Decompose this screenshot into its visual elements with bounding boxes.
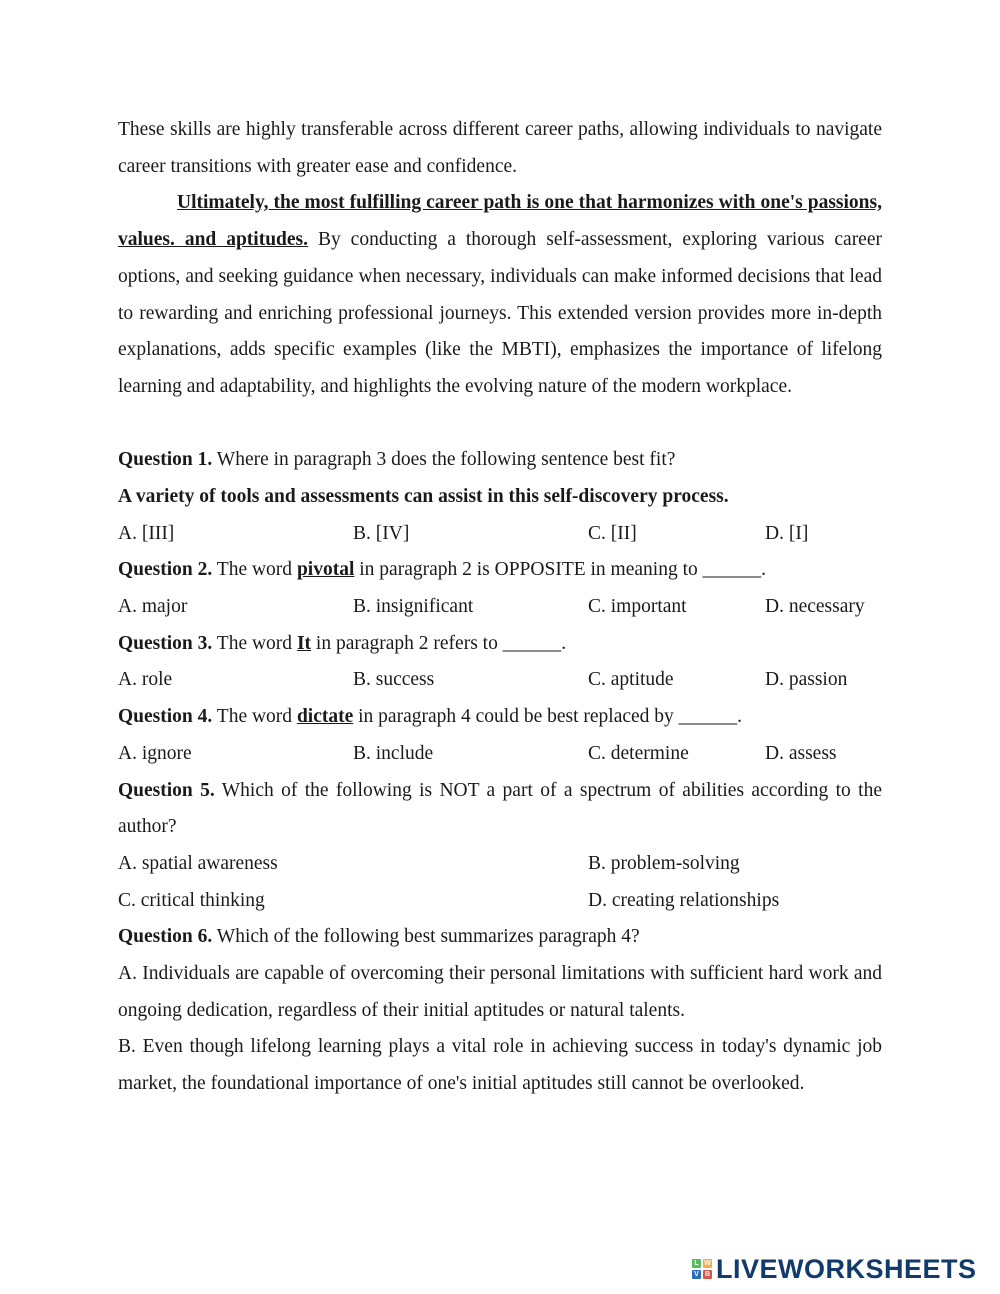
option-d[interactable]: D. necessary: [765, 596, 865, 618]
logo-square-v: V: [692, 1270, 701, 1279]
option-a[interactable]: A. ignore: [118, 742, 192, 764]
option-a[interactable]: A. major: [118, 596, 188, 618]
question-2: [118, 552, 882, 589]
question-1-sentence: A variety of tools and assessments can assist in this self-discovery process.: [118, 486, 729, 507]
question-6-label: Question 6.: [118, 926, 213, 948]
question-1-text: Where in paragraph 3 does the following sentence best fit?: [212, 449, 676, 471]
question-4-post: in paragraph 4 could be best replaced by ______.: [353, 706, 743, 728]
question-3: [118, 626, 882, 663]
emphasized-sentence: Ultimately, the most fulfilling career path is one that harmonizes with one's passions, values. and aptitudes.: [118, 192, 882, 251]
paragraph-2-rest: By conducting a thorough self-assessment, exploring various career options, and seeking guidance when necessary, individuals can make informed decisions that lead to rewarding and enriching professional journeys. This extended version provides more in-depth explanations, adds specific examples (like the MBTI), emphasizes the importance of lifelong learning and adaptability, and highlights the evolving nature of the modern workplace.: [118, 229, 882, 397]
question-5-options-row-2: [118, 883, 882, 920]
passage-paragraph-1: These skills are highly transferable across different career paths, allowing individuals to navigate career transitions with greater ease and confidence.: [118, 119, 882, 177]
logo-mark-icon: [692, 1259, 712, 1279]
question-4-options: [118, 736, 882, 773]
option-b[interactable]: B. problem-solving: [588, 852, 740, 874]
question-3-pre: The word: [212, 632, 297, 654]
option-c[interactable]: C. aptitude: [588, 669, 674, 691]
logo-square-l: L: [692, 1259, 701, 1268]
question-5-text: Which of the following is NOT a part of a spectrum of abilities according to the author?: [118, 779, 882, 838]
question-5-options-row-1: [118, 846, 882, 883]
question-6: [118, 919, 882, 956]
liveworksheets-logo: [692, 1252, 977, 1286]
option-b[interactable]: B. include: [353, 742, 434, 764]
question-3-label: Question 3.: [118, 632, 213, 654]
option-c[interactable]: C. important: [588, 596, 687, 618]
option-d[interactable]: D. creating relationships: [588, 889, 780, 911]
question-5-label: Question 5.: [118, 779, 215, 801]
question-4-pre: The word: [212, 706, 297, 728]
logo-square-b: B: [704, 1271, 711, 1278]
question-2-keyword: pivotal: [296, 559, 355, 581]
option-a[interactable]: A. Individuals are capable of overcoming their personal limitations with sufficient hard work and ongoing dedication, regardless of their initial aptitudes or natural talents.: [118, 962, 882, 1021]
option-b[interactable]: B. insignificant: [353, 596, 474, 618]
option-d[interactable]: D. assess: [765, 742, 837, 764]
logo-square-w: W: [704, 1260, 711, 1267]
worksheet-page: [118, 112, 882, 1103]
question-1: [118, 442, 882, 479]
option-d[interactable]: D. passion: [765, 669, 848, 691]
question-4: [118, 699, 882, 736]
question-5: [118, 773, 882, 846]
option-b[interactable]: B. [IV]: [353, 522, 410, 544]
question-3-options: [118, 662, 882, 699]
option-b[interactable]: B. success: [353, 669, 435, 691]
question-6-text: Which of the following best summarizes paragraph 4?: [212, 926, 640, 948]
option-a[interactable]: A. spatial awareness: [118, 852, 278, 874]
option-c[interactable]: C. determine: [588, 742, 689, 764]
option-b[interactable]: B. Even though lifelong learning plays a vital role in achieving success in today's dynamic job market, the foundational importance of one's initial aptitudes still cannot be overlooked.: [118, 1036, 882, 1095]
question-2-pre: The word: [212, 559, 297, 581]
question-1-label: Question 1.: [118, 449, 213, 471]
question-4-keyword: dictate: [296, 706, 354, 728]
option-d[interactable]: D. [I]: [765, 522, 809, 544]
option-a[interactable]: A. role: [118, 669, 173, 691]
option-a[interactable]: A. [III]: [118, 522, 175, 544]
question-4-label: Question 4.: [118, 706, 213, 728]
option-c[interactable]: C. [II]: [588, 522, 637, 544]
question-2-options: [118, 589, 882, 626]
passage-paragraph-2: [118, 185, 882, 405]
question-3-post: in paragraph 2 refers to ______.: [311, 632, 567, 654]
question-2-label: Question 2.: [118, 559, 213, 581]
logo-text: LIVEWORKSHEETS: [716, 1253, 977, 1284]
question-2-post: in paragraph 2 is OPPOSITE in meaning to ______.: [354, 559, 766, 581]
option-c[interactable]: C. critical thinking: [118, 889, 265, 911]
question-3-keyword: It: [296, 632, 312, 654]
question-1-options: [118, 516, 882, 553]
